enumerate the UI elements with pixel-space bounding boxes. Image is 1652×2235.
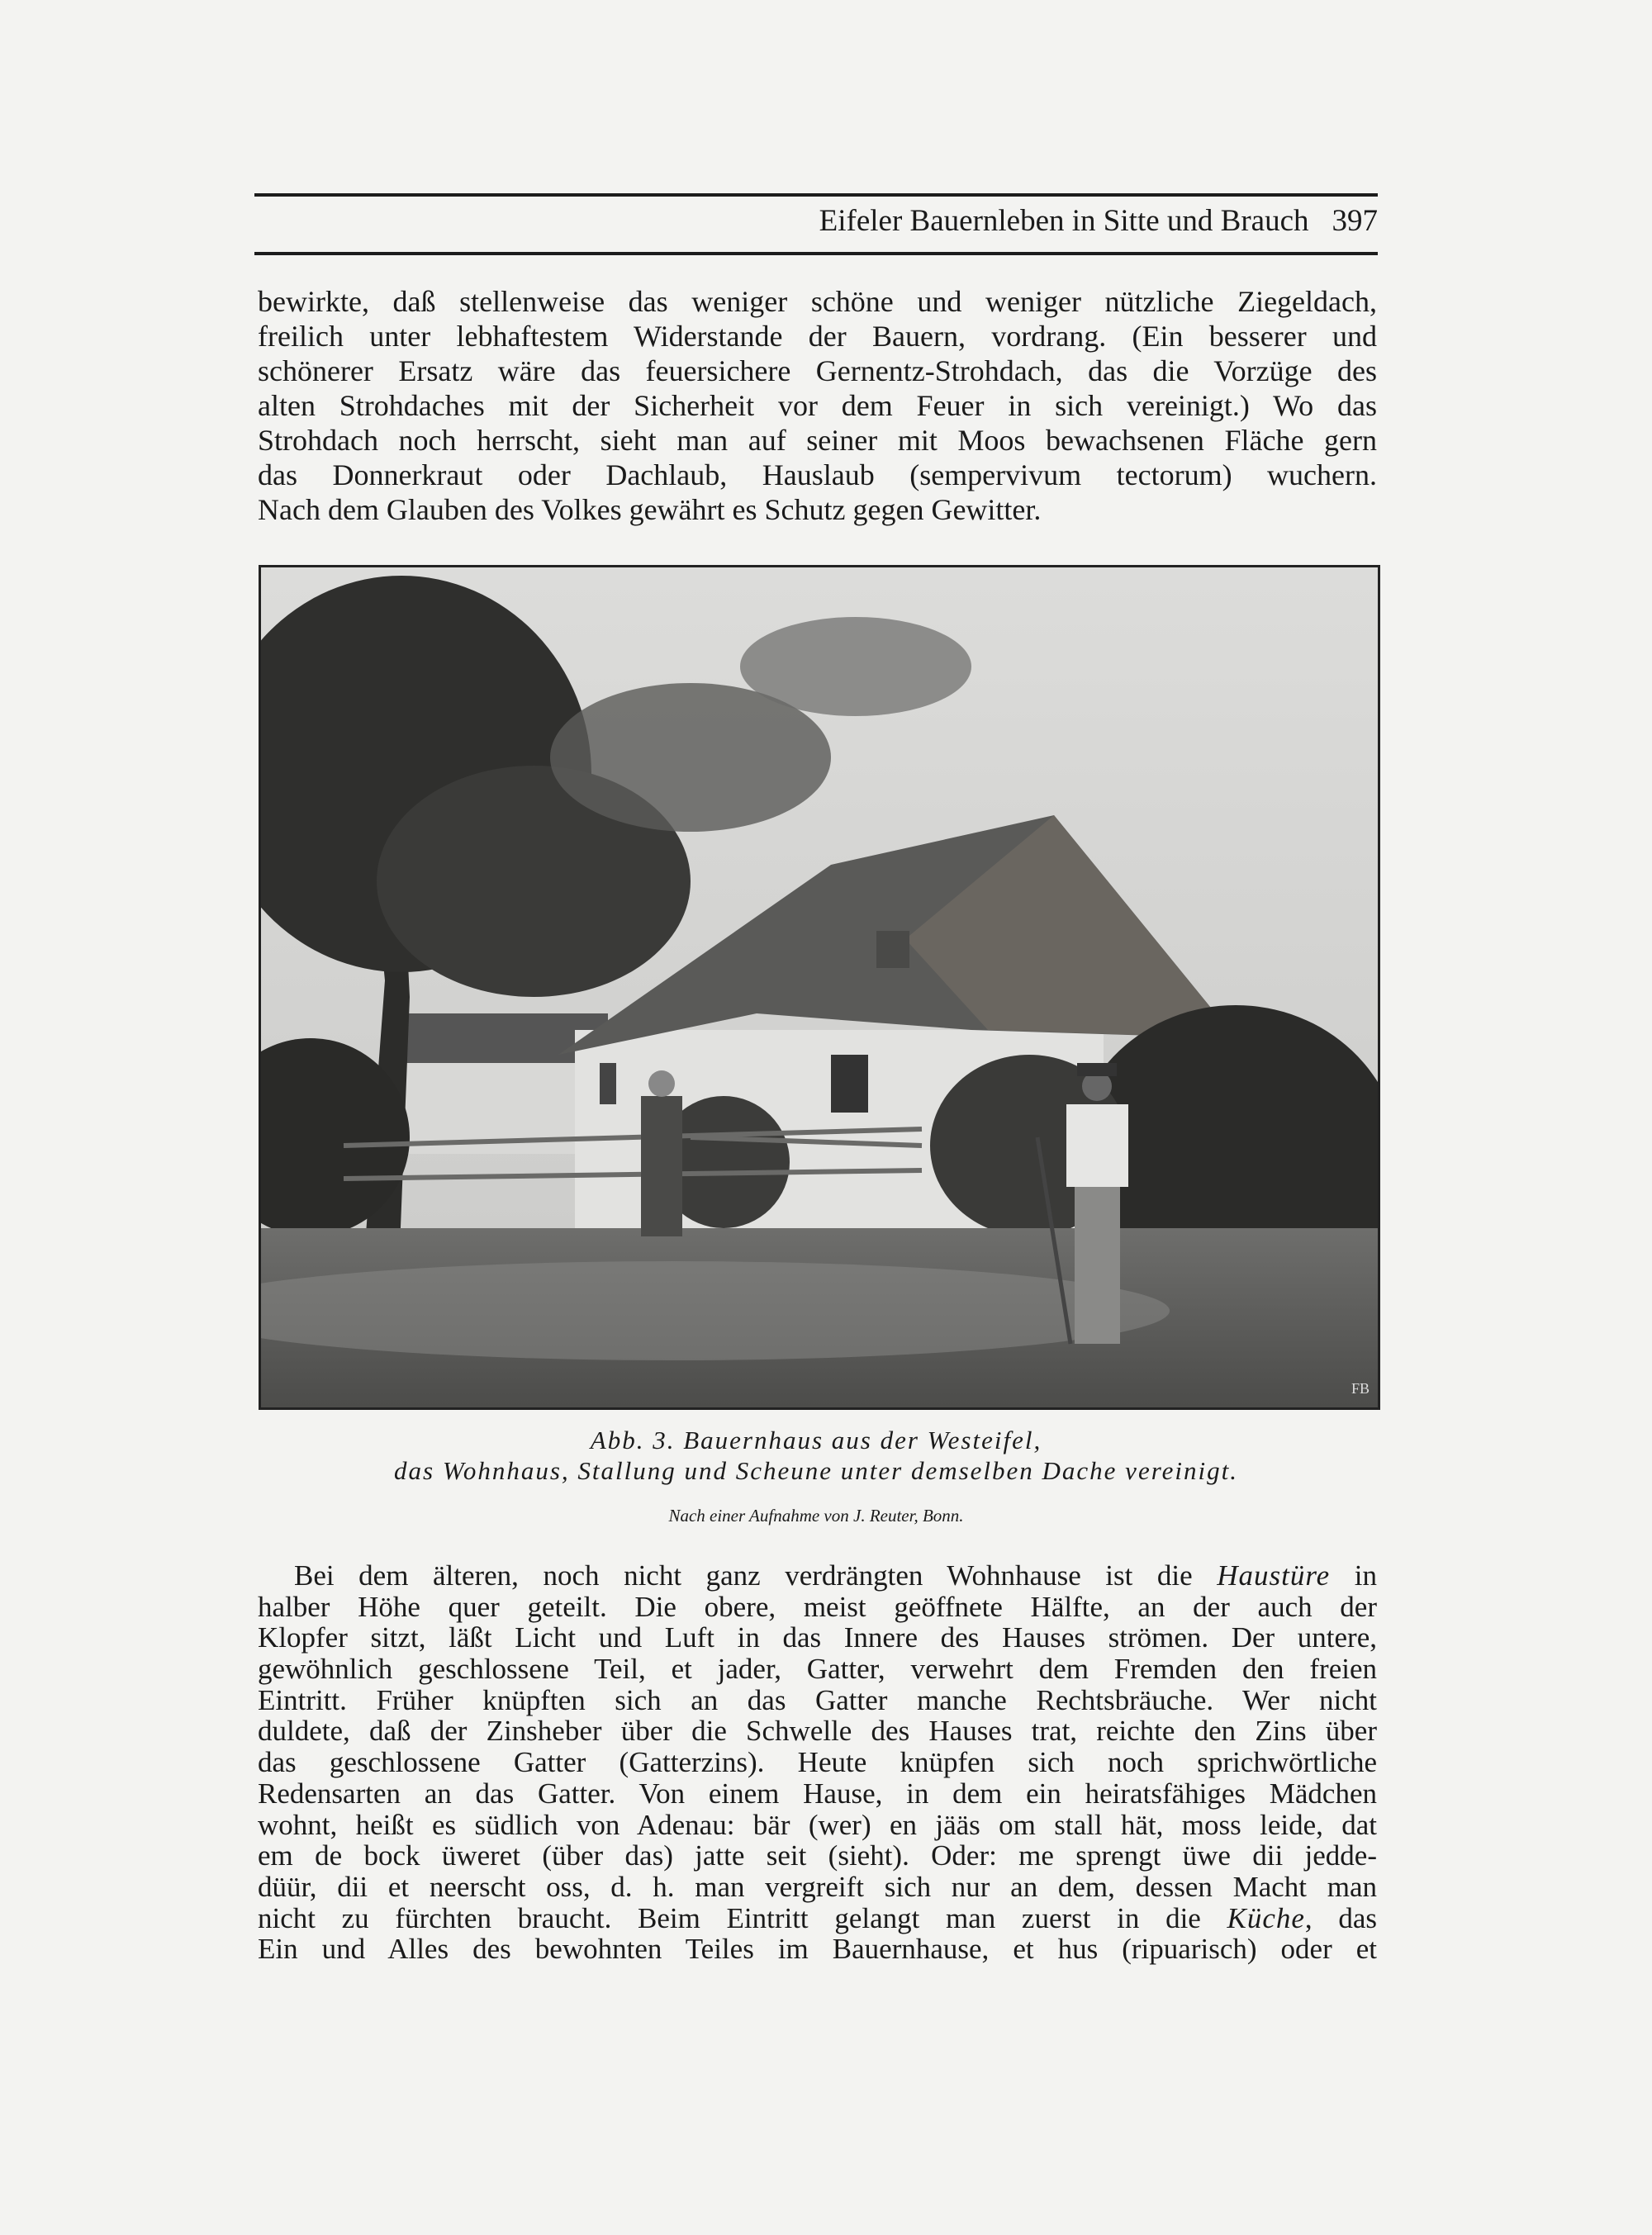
text-span: Bei dem älteren, noch nicht ganz verdrängten Wohnhause ist die [294,1559,1218,1592]
page-number: 397 [1332,204,1378,238]
emphasis-haustuere: Haustüre [1217,1559,1331,1592]
text-span: in [1330,1559,1377,1592]
paragraph-2 [258,1560,1377,1965]
figure-caption-line2: das Wohnhaus, Stallung und Scheune unter demselben Dache vereinigt. [394,1456,1238,1485]
text-span: , das [1304,1901,1377,1934]
running-head-title: Eifeler Bauernleben in Sitte und Brauch [819,204,1309,238]
header-rule-bottom [254,252,1378,255]
text-line [258,1560,1377,1592]
text-line: bewirkte, daß stellenweise das weniger schöne und weniger nützliche Ziegeldach, [258,285,1377,318]
text-line: das Donnerkraut oder Dachlaub, Hauslaub (sempervivum tectorum) wuchern. [258,458,1377,491]
text-line: Klopfer sitzt, läßt Licht und Luft in das Innere des Hauses strömen. Der untere, [258,1621,1377,1654]
figure-caption-line1: Abb. 3. Bauernhaus aus der Westeifel, [590,1426,1042,1454]
text-line [258,1903,1377,1934]
text-line: Ein und Alles des bewohnten Teiles im Bauernhause, et hus (ripuarisch) oder et [258,1933,1377,1966]
text-line: halber Höhe quer geteilt. Die obere, meist geöffnete Hälfte, an der auch der [258,1590,1377,1623]
text-line: Eintritt. Früher knüpften sich an das Gatter manche Rechtsbräuche. Wer nicht [258,1683,1377,1716]
text-line: em de bock üweret (über das) jatte seit (sieht). Oder: me sprengt üwe dii jedde- [258,1839,1377,1872]
text-line: alten Strohdaches mit der Sicherheit vor dem Feuer in sich vereinigt.) Wo das [258,389,1377,422]
figure-credit: Nach einer Aufnahme von J. Reuter, Bonn. [668,1506,964,1526]
text-line: duldete, daß der Zinsheber über die Schwelle des Hauses trat, reichte den Zins über [258,1715,1377,1748]
text-line: wohnt, heißt es südlich von Adenau: bär (wer) en jääs om stall hät, moss leide, dat [258,1808,1377,1841]
paragraph-1 [258,284,1377,527]
text-line: Strohdach noch herrscht, sieht man auf seiner mit Moos bewachsenen Fläche gern [258,424,1377,457]
running-head [254,203,1378,239]
photo-monogram: FB [1351,1380,1370,1397]
text-line: Redensarten an das Gatter. Von einem Hause, in dem ein heiratsfähiges Mädchen [258,1777,1377,1810]
text-span: nicht zu fürchten braucht. Beim Eintritt gelangt man zuerst in die [258,1901,1227,1934]
text-line: schönerer Ersatz wäre das feuersichere Gernentz-Strohdach, das die Vorzüge des [258,354,1377,387]
text-line: freilich unter lebhaftestem Widerstande der Bauern, vordrang. (Ein besserer und [258,320,1377,353]
header-rule-top [254,193,1378,197]
figure-photo-farmhouse [259,565,1380,1410]
text-line: düür, dii et neerscht oss, d. h. man vergreift sich nur an dem, dessen Macht man [258,1870,1377,1903]
text-line: das geschlossene Gatter (Gatterzins). Heute knüpfen sich noch sprichwörtliche [258,1746,1377,1779]
text-line: gewöhnlich geschlossene Teil, et jader, Gatter, verwehrt dem Fremden den freien [258,1653,1377,1686]
text-line: Nach dem Glauben des Volkes gewährt es Schutz gegen Gewitter. [258,493,1042,526]
emphasis-kueche: Küche [1227,1901,1305,1934]
